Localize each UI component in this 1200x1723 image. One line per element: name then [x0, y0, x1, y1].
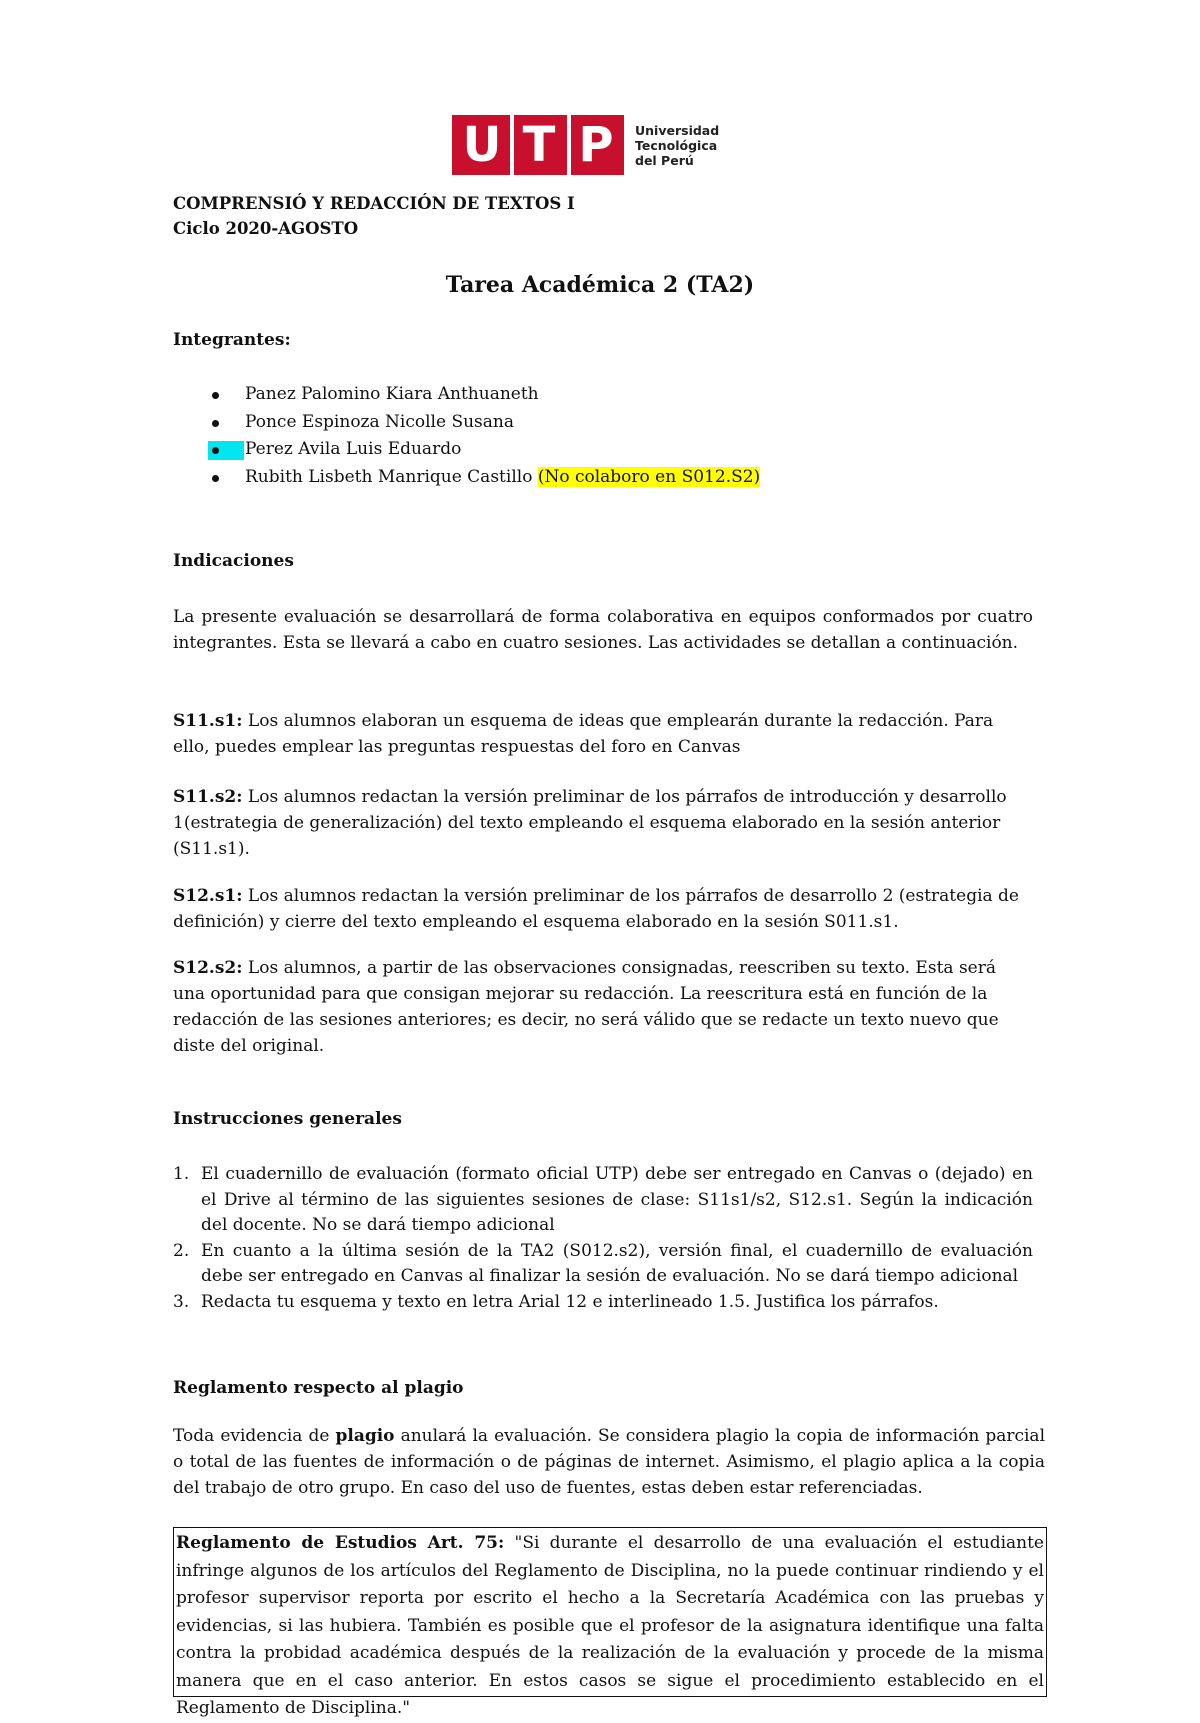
member-name: Rubith Lisbeth Manrique Castillo	[245, 466, 538, 487]
list-item	[208, 436, 760, 464]
list-item	[208, 464, 760, 492]
plagio-text: Toda evidencia de	[173, 1426, 336, 1446]
session-text: Los alumnos redactan la versión preliminar de los párrafos de desarrollo 2 (estrategia de definición) y cierre del texto empleando el esquema elaborado en la sesión S011.s1.	[173, 886, 1019, 932]
member-name: Perez Avila Luis Eduardo	[245, 439, 462, 459]
plagio-heading: Reglamento respecto al plagio	[173, 1378, 464, 1398]
session-text: Los alumnos, a partir de las observaciones consignadas, reescriben su texto. Esta será una oportunidad para que consigan mejorar su redacción. La reescritura está en función de la redacción de las sesiones anteriores; es decir, no será válido que se redacte un texto nuevo que diste del original.	[173, 958, 999, 1056]
list-item	[173, 1239, 1033, 1290]
bullet-icon	[212, 447, 219, 454]
list-item	[208, 409, 760, 437]
utp-logo	[452, 115, 718, 177]
member-name: Panez Palomino Kiara Anthuaneth	[245, 384, 539, 404]
session-label: S12.s1:	[173, 886, 243, 906]
plagio-paragraph	[173, 1423, 1045, 1501]
member-name: Ponce Espinoza Nicolle Susana	[245, 411, 514, 432]
item-text: El cuadernillo de evaluación (formato oficial UTP) debe ser entregado en Canvas o (dejado) en el Drive al término de las siguientes sesiones de clase: S11s1/s2, S12.s1. Según la indicación del docente. No se dará tiempo adicional	[201, 1164, 1033, 1235]
instrucciones-heading: Instrucciones generales	[173, 1109, 402, 1129]
session-label: S11.s1:	[173, 711, 243, 731]
reglamento-text: "Si durante el desarrollo de una evaluación el estudiante infringe algunos de los artículos del Reglamento de Disciplina, no la puede continuar rindiendo y el profesor supervisor reporta por escrito el hecho a la Secretaría Académica con las pruebas y evidencias, si las hubiera. También es posible que el profesor de la asignatura identifique una falta contra la probidad académica después de la realización de la evaluación y procede de la misma manera que en el caso anterior. En estos casos se sigue el procedimiento establecido en el Reglamento de Disciplina."	[176, 1533, 1044, 1718]
instructions-list	[173, 1162, 1033, 1315]
session-label: S11.s2:	[173, 787, 243, 807]
list-item	[173, 1290, 1033, 1316]
logo-mark	[452, 115, 624, 175]
list-item	[208, 381, 760, 409]
session-paragraph	[173, 955, 1033, 1059]
course-name: COMPRENSIÓ Y REDACCIÓN DE TEXTOS I	[173, 194, 575, 213]
item-text: Redacta tu esquema y texto en letra Arial 12 e interlineado 1.5. Justifica los párrafos.	[201, 1291, 939, 1312]
item-number: 1.	[173, 1164, 190, 1184]
logo-line-2: Tecnológica	[635, 138, 718, 153]
logo-line-1: Universidad	[635, 123, 720, 138]
item-text: En cuanto a la última sesión de la TA2 (S012.s2), versión final, el cuadernillo de evaluación debe ser entregado en Canvas al finalizar la sesión de evaluación. No se dará tiempo adicional	[201, 1240, 1033, 1286]
session-paragraph	[173, 883, 1033, 935]
member-note: (No colaboro en S012.S2)	[537, 466, 761, 487]
list-item	[173, 1162, 1033, 1239]
indicaciones-intro: La presente evaluación se desarrollará de forma colaborativa en equipos conformados por cuatro integrantes. Esta se llevará a cabo en cuatro sesiones. Las actividades se detallan a continuación.	[173, 607, 1033, 653]
item-number: 2.	[173, 1240, 190, 1261]
indicaciones-heading: Indicaciones	[173, 551, 294, 571]
logo-letter-p: P	[578, 117, 614, 173]
logo-wordmark	[635, 123, 719, 168]
plagio-text: anulará la evaluación. Se considera plagio la copia de información parcial o total de las fuentes de información o de páginas de internet. Asimismo, el plagio aplica a la copia del trabajo de otro grupo. En caso del uso de fuentes, estas deben estar referenciadas.	[173, 1426, 1046, 1498]
page-title: Tarea Académica 2 (TA2)	[445, 272, 755, 298]
members-list	[208, 381, 760, 491]
session-paragraph	[173, 708, 1033, 760]
item-number: 3.	[173, 1291, 190, 1312]
session-text: Los alumnos redactan la versión preliminar de los párrafos de introducción y desarrollo 1(estrategia de generalización) del texto empleando el esquema elaborado en la sesión anterior (S11.s1).	[173, 787, 1007, 859]
logo-letter-u: U	[462, 117, 502, 173]
plagio-bold: plagio	[335, 1426, 395, 1446]
logo-letter-t: T	[522, 117, 556, 173]
reglamento-box	[173, 1527, 1047, 1718]
logo-line-3: del Perú	[635, 153, 694, 168]
session-label: S12.s2:	[173, 958, 243, 978]
bullet-icon	[212, 420, 219, 427]
bullet-icon	[212, 475, 219, 482]
session-text: Los alumnos elaboran un esquema de ideas que emplearán durante la redacción. Para ello, puedes emplear las preguntas respuestas del foro en Canvas	[173, 711, 994, 757]
course-cycle: Ciclo 2020-AGOSTO	[173, 219, 359, 238]
reglamento-label: Reglamento de Estudios Art. 75:	[176, 1533, 505, 1553]
bullet-icon	[212, 392, 219, 399]
session-paragraph	[173, 784, 1033, 862]
members-heading: Integrantes:	[173, 330, 291, 350]
